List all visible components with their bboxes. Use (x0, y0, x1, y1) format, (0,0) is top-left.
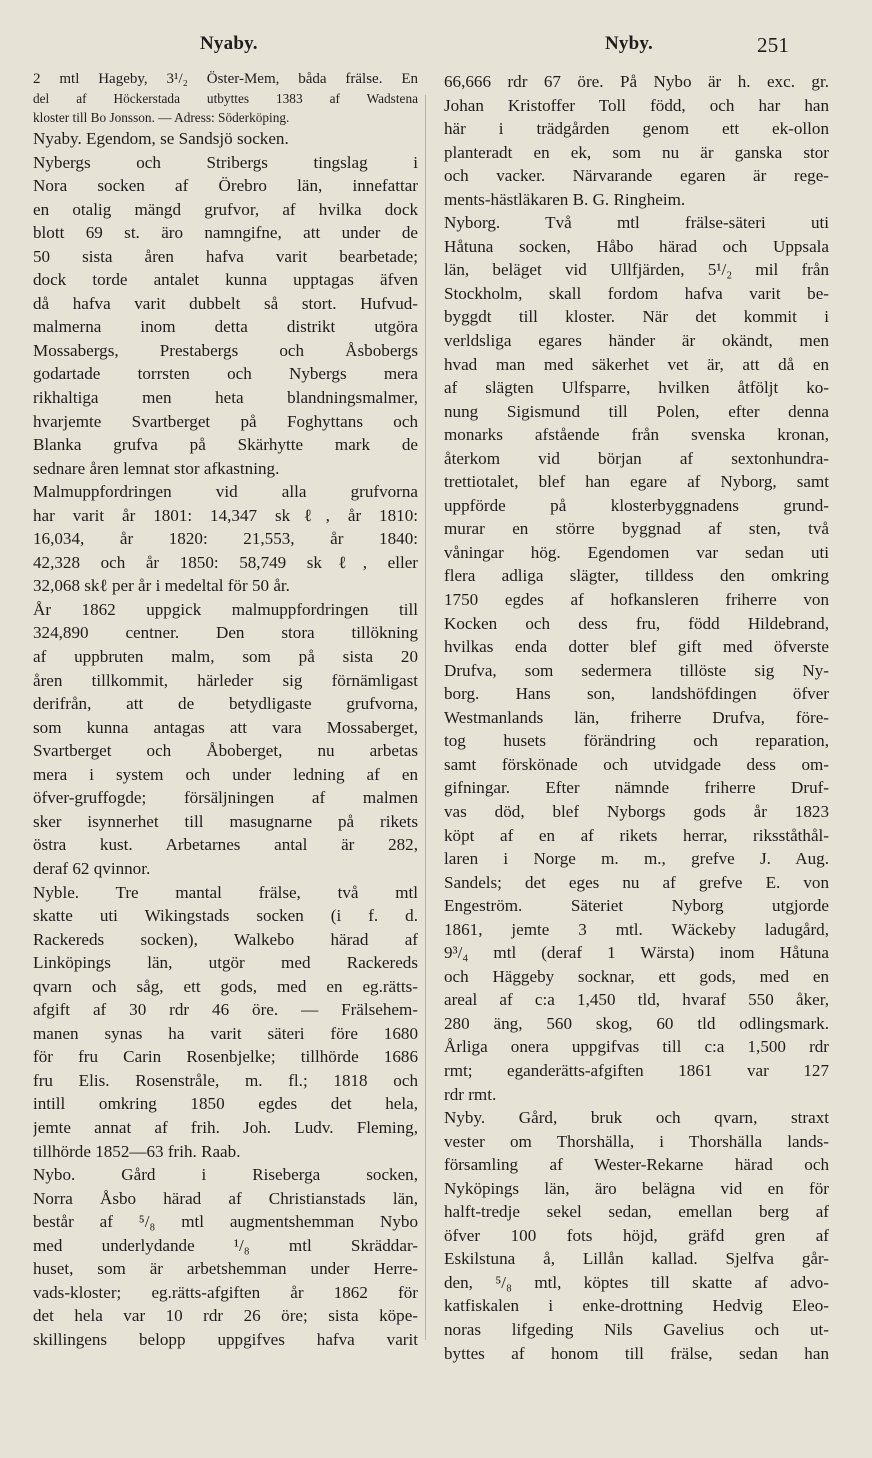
column-divider (425, 95, 426, 1340)
text-line: ments-hästläkaren B. G. Ringheim. (444, 189, 686, 209)
text-line: hvarjemte Svartberget på Foghyttans och (33, 411, 418, 431)
text-line: malmerna inom detta distrikt utgöra (33, 317, 418, 337)
text-line: dock torde antalet kunna upptagas äfven (33, 270, 418, 290)
text-line: halft-tredje sekel sedan, emellan berg af (444, 1202, 829, 1222)
text-line: gifningar. Efter nämnde friherre Druf- (444, 778, 829, 798)
text-line: öfver 100 fots höjd, gräfd gren af (444, 1225, 829, 1245)
running-head-left: Nyaby. (200, 33, 258, 54)
text-line: Blanka grufva på Skärhytte mark de (33, 435, 418, 455)
text-line: samt förskönade och utvidgade dess om- (444, 754, 829, 774)
text-line: den, ⁵/₈ mtl, köptes till skatte af advo- (444, 1272, 829, 1292)
text-line: Nybo. Gård i Riseberga socken, (33, 1165, 418, 1185)
text-line: katfiskalen i enke-drottning Hedvig Eleo- (444, 1296, 829, 1316)
text-line: 66,666 rdr 67 öre. På Nybo är h. exc. gr. (444, 72, 829, 91)
text-line: vads-kloster; eg.rätts-afgiften år 1862 för (33, 1282, 418, 1302)
text-line: en otalig mängd grufvor, af hvilka dock (33, 199, 418, 219)
text-line: och Häggeby socknar, ett gods, med en (444, 966, 829, 986)
text-line: här i trädgården genom ett ek-ollon (444, 119, 829, 139)
text-line: Engeström. Säteriet Nyborg utgjorde (444, 896, 829, 916)
text-line: qvarn och såg, ett gods, med en eg.rätts- (33, 976, 418, 996)
text-line: 324,890 centner. Den stora tillökning (33, 623, 418, 643)
text-line: Svartberget och Åboberget, nu arbetas (33, 741, 418, 761)
text-line: återkom vid början af sextonhundra- (444, 448, 829, 468)
text-line: Nyborg. Två mtl frälse-säteri uti (444, 213, 829, 233)
text-line: kloster till Bo Jonsson. — Adress: Söderköping. (33, 110, 290, 125)
text-line: trettiotalet, blef han egare af Nyborg, samt (444, 472, 829, 492)
text-line: intill omkring 1850 egdes det hela, (33, 1094, 418, 1114)
text-line: 50 sista åren hafva varit bearbetade; (33, 246, 418, 266)
text-line: hvilkas enda dotter blef gift med öfverste (444, 637, 829, 657)
text-line: 2 mtl Hageby, 3¹/₂ Öster-Mem, båda frälse. En (33, 71, 418, 87)
text-line: Linköpings län, utgör med Rackereds (33, 953, 418, 973)
text-line: År 1862 uppgick malmuppfordringen till (33, 599, 418, 619)
text-line: 280 äng, 560 skog, 60 tld odlingsmark. (444, 1013, 829, 1033)
text-line: 42,328 och år 1850: 58,749 skℓ, eller (33, 552, 418, 572)
text-line: län, beläget vid Ullfjärden, 5¹/₂ mil från (444, 260, 829, 280)
text-line: Westmanlands län, friherre Drufva, före- (444, 707, 829, 727)
text-line: godartade torrsten och Nybergs mera (33, 364, 418, 384)
text-line: noras lifgeding Nils Gavelius och ut- (444, 1319, 829, 1339)
text-line: Kocken och dess fru, född Hildebrand, (444, 613, 829, 633)
text-line: huset, som är arbetshemman under Herre- (33, 1259, 418, 1279)
text-line: Nyaby. Egendom, se Sandsjö socken. (33, 129, 289, 148)
text-line: del af Höckerstada utbyttes 1383 af Wadstena (33, 91, 418, 106)
text-line: byttes af honom till frälse, sedan han (444, 1343, 829, 1363)
text-line: Nyköpings län, äro belägna vid en för (444, 1178, 829, 1198)
text-line: Eskilstuna å, Lillån kallad. Sjelfva går- (444, 1249, 829, 1269)
text-line: af slägten Ulfsparre, hvilken åtföljt ko- (444, 378, 829, 398)
text-line: verldsliga egares händer är okändt, men (444, 331, 829, 351)
text-line: Nora socken af Örebro län, innefattar (33, 176, 418, 196)
text-line: Sandels; det eges nu af grefve E. von (444, 872, 829, 892)
text-line: afgift af 30 rdr 46 öre. — Frälsehem- (33, 1000, 418, 1020)
text-line: tog husets förändring och reparation, (444, 731, 829, 751)
text-line: 1750 egdes af hofkansleren friherre von (444, 590, 829, 610)
text-line: våningar hög. Egendomen var sedan uti (444, 542, 829, 562)
text-line: borg. Hans son, landshöfdingen öfver (444, 684, 829, 704)
text-line: sednare åren lemnat stor afkastning. (33, 458, 280, 478)
text-line: församling af Wester-Rekarne härad och (444, 1155, 829, 1175)
text-line: då hafva varit dubbelt så stort. Hufvud- (33, 293, 418, 313)
text-line: 32,068 skℓ per år i medeltal för 50 år. (33, 576, 290, 596)
text-line: vas död, blef Nyborgs gods år 1823 (444, 801, 829, 821)
text-line: Stockholm, skall fordom hafva varit be- (444, 283, 829, 303)
text-line: Mossabergs, Prestabergs och Åsbobergs (33, 340, 418, 360)
text-line: Johan Kristoffer Toll född, och har han (444, 95, 829, 115)
text-line: Nybergs och Stribergs tingslag i (33, 152, 418, 172)
text-line: skatte uti Wikingstads socken (i f. d. (33, 906, 418, 926)
text-line: byggdt till kloster. När det kommit i (444, 307, 829, 327)
text-line: sker isynnerhet till masugnarne på rikets (33, 811, 418, 831)
text-line: som kunna antagas att vara Mossaberget, (33, 717, 418, 737)
text-line: monarks afstående från svenska kronan, (444, 425, 829, 445)
text-line: köpt af en af rikets herrar, riksståthål- (444, 825, 829, 845)
text-line: Nyble. Tre mantal frälse, två mtl (33, 882, 418, 902)
left-text-column (33, 70, 418, 1351)
text-line: det hela var 10 rdr 26 öre; sista köpe- (33, 1306, 418, 1326)
text-line: areal af c:a 1,450 tld, hvaraf 550 åker, (444, 990, 829, 1010)
text-line: laren i Norge m. m., grefve J. Aug. (444, 849, 829, 869)
text-line: åren tillkommit, härleder sig förnämligast (33, 670, 418, 690)
text-line: öfver-gruffogde; försäljningen af malmen (33, 788, 418, 808)
text-line: rdr rmt. (444, 1084, 497, 1104)
text-line: fru Elis. Rosenstråle, m. fl.; 1818 och (33, 1070, 418, 1090)
text-line: Håtuna socken, Håbo härad och Uppsala (444, 236, 829, 256)
page-number: 251 (757, 33, 790, 57)
text-line: och vacker. Närvarande egaren är rege- (444, 166, 829, 186)
text-line: Malmuppfordringen vid alla grufvorna (33, 482, 418, 502)
text-line: blott 69 st. äro namngifne, att under de (33, 223, 418, 243)
text-line: vester om Thorshälla, i Thorshälla lands- (444, 1131, 829, 1151)
text-line: östra kust. Arbetarnes antal är 282, (33, 835, 418, 855)
text-line: derifrån, att de betydligaste grufvorna, (33, 694, 418, 714)
text-line: består af ⁵/₈ mtl augmentshemman Nybo (33, 1212, 418, 1232)
text-line: murar en större byggnad af sten, två (444, 519, 829, 539)
text-line: Nyby. Gård, bruk och qvarn, straxt (444, 1108, 829, 1128)
text-line: för fru Carin Rosenbjelke; tillhörde 1686 (33, 1047, 418, 1067)
text-line: flera adliga slägter, tilldess den omkring (444, 566, 829, 586)
text-line: Norra Åsbo härad af Christianstads län, (33, 1188, 418, 1208)
text-line: hvad man med säkerhet vet är, att då en (444, 354, 829, 374)
text-line: 1861, jemte 3 mtl. Wäckeby ladugård, (444, 919, 829, 939)
text-line: Drufva, som sedermera tillöste sig Ny- (444, 660, 829, 680)
text-line: deraf 62 qvinnor. (33, 858, 151, 878)
text-line: med underlydande ¹/₈ mtl Skräddar- (33, 1235, 418, 1255)
text-line: af uppbruten malm, som på sista 20 (33, 647, 418, 667)
text-line: Rackereds socken), Walkebo härad af (33, 929, 418, 949)
text-line: 16,034, år 1820: 21,553, år 1840: (33, 529, 418, 549)
text-line: nung Sigismund till Polen, efter denna (444, 401, 829, 421)
text-line: 9³/₄ mtl (deraf 1 Wärsta) inom Håtuna (444, 943, 829, 963)
right-text-column (444, 70, 829, 1365)
text-line: har varit år 1801: 14,347 skℓ, år 1810: (33, 505, 418, 525)
text-line: jemte annat af frih. Joh. Ludv. Fleming, (33, 1117, 418, 1137)
text-line: manen synas ha varit säteri före 1680 (33, 1023, 418, 1043)
text-line: skillingens belopp uppgifves hafva varit (33, 1329, 418, 1349)
running-head-right: Nyby. (605, 33, 653, 54)
text-line: rmt; eganderätts-afgiften 1861 var 127 (444, 1060, 829, 1080)
text-line: rikhaltiga men heta blandningsmalmer, (33, 388, 418, 408)
text-line: Årliga onera uppgifvas till c:a 1,500 rdr (444, 1037, 829, 1057)
text-line: uppförde på klosterbyggnadens grund- (444, 495, 829, 515)
text-line: planteradt en ek, som nu är ganska stor (444, 142, 829, 162)
text-line: mera i system och under ledning af en (33, 764, 418, 784)
text-line: tillhörde 1852—63 frih. Raab. (33, 1141, 241, 1161)
